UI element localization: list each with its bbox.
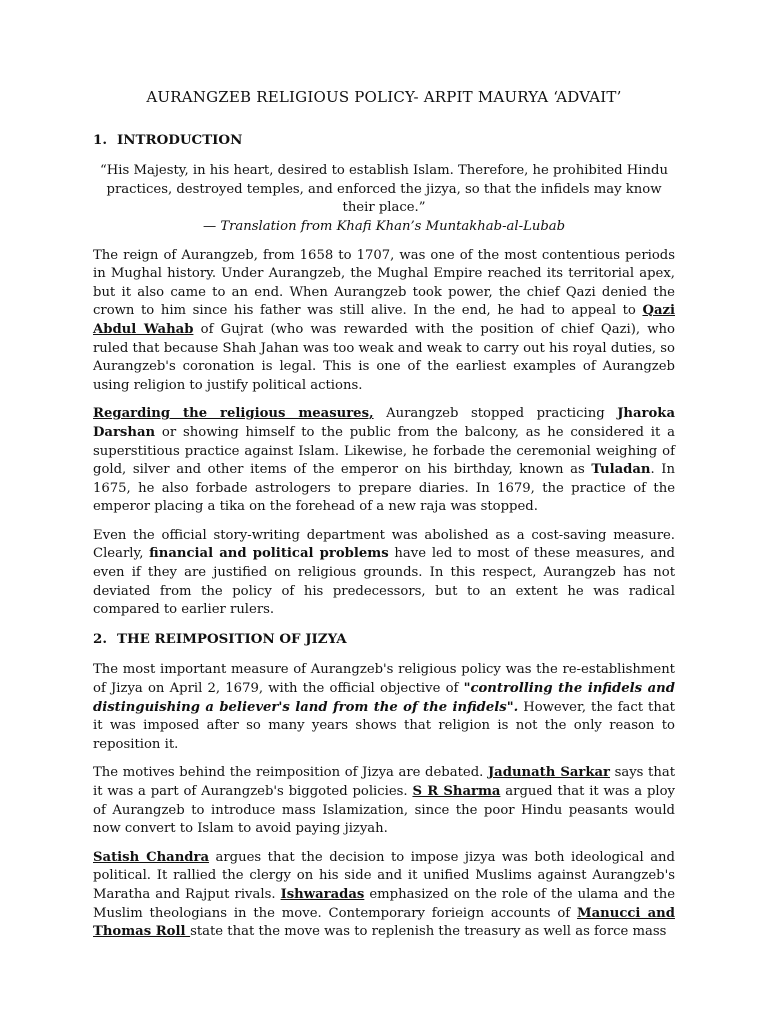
paragraph-story-writing — [93, 527, 675, 620]
emphasis-jadunath-sarkar: Jadunath Sarkar — [487, 765, 610, 781]
text-run: or showing himself to the public from the balcony, as he considered it a superstitious practice against Islam. Likewise, he forbade the ceremonial weighing of gold, silver and other items of the emperor on his birthday, known as — [93, 424, 675, 478]
text-run: The reign of Aurangzeb, from 1658 to 1707, was one of the most contentious periods in Mughal history. Under Aurangzeb, the Mughal Empire reached its territorial apex, but it also came to an end. When Aurangzeb took power, the chief Qazi denied the crown to him since his father was still alive. In the end, he had to appeal to — [93, 247, 675, 319]
section-heading-introduction — [93, 131, 675, 150]
text-run: state that the move was to replenish the treasury as well as force mass — [190, 924, 667, 940]
quote-text: “His Majesty, in his heart, desired to establish Islam. Therefore, he prohibited Hindu practices, destroyed temples, and enforced the jizya, so that the infidels may know their place.” — [100, 163, 668, 216]
emphasis-jizya-objective: "controlling the infidels and distinguishing a believer's land from the of the infidels". — [93, 681, 675, 715]
paragraph-jizya-motives — [93, 764, 675, 838]
text-run: . In 1675, he also forbade astrologers to prepare diaries. In 1679, the practice of the emperor placing a tika on the forehead of a new raja was stopped. — [93, 462, 675, 515]
text-run: have led to most of these measures, and even if they are justified on religious grounds. In this respect, Aurangzeb has not deviated from the policy of his predecessors, but to an extent he was radical compared to earlier rulers. — [93, 546, 676, 618]
text-run: The most important measure of Aurangzeb's religious policy was the re-establishment of Jizya on April 2, 1679, with the official objective of — [93, 662, 675, 697]
emphasis-ishwaradas: Ishwaradas — [280, 886, 365, 902]
emphasis-jharoka-darshan: Jharoka Darshan — [93, 406, 675, 440]
document-title: AURANGZEB RELIGIOUS POLICY- ARPIT MAURYA ‘ADVAIT’ — [146, 88, 622, 106]
paragraph-jizya-measure — [93, 661, 675, 754]
text-run: Even the official story-writing department was abolished as a cost-saving measure. Clearly, — [93, 527, 675, 562]
text-run: argued that it was a ploy of Aurangzeb to introduce mass Islamization, since the poor Hindu peasants would now convert to Islam to avoid paying jizyah. — [93, 784, 675, 837]
section-heading-text: THE REIMPOSITION OF JIZYA — [117, 630, 347, 647]
paragraph-religious-measures — [93, 405, 675, 517]
emphasis-satish-chandra: Satish Chandra — [93, 849, 210, 865]
section-heading-jizya — [93, 630, 675, 649]
emphasis-financial-political: financial and political problems — [149, 546, 389, 562]
paragraph-reign — [93, 247, 675, 396]
emphasis-qazi-abdul-wahab: Qazi Abdul Wahab — [93, 303, 675, 337]
paragraph-satish-chandra — [93, 849, 675, 942]
epigraph-quote — [93, 162, 675, 236]
emphasis-religious-measures: Regarding the religious measures, — [93, 406, 374, 422]
section-number: 2. — [93, 630, 107, 647]
text-run: says that it was a part of Aurangzeb's biggoted policies. — [93, 765, 675, 799]
emphasis-tuladan: Tuladan — [591, 462, 651, 478]
section-number: 1. — [93, 131, 107, 148]
text-run: However, the fact that it was imposed after so many years shows that religion is not the only reason to reposition it. — [93, 699, 675, 752]
text-run: argues that the decision to impose jizya was both ideological and political. It rallied the clergy on his side and it unified Muslims against Aurangzeb's Maratha and Rajput rivals. — [93, 849, 675, 902]
text-run: The motives behind the reimposition of Jizya are debated. — [93, 765, 488, 781]
quote-source: — Translation from Khafi Khan’s Muntakhab-al-Lubab — [202, 218, 566, 234]
text-run: of Gujrat (who was rewarded with the position of chief Qazi), who ruled that because Shah Jahan was too weak and weak to carry out his royal duties, so Aurangzeb's coronation is legal. This is one of the earliest examples of Aurangzeb using religion to justify political actions. — [93, 321, 675, 393]
text-run: emphasized on the role of the ulama and the Muslim theologians in the move. Contemporary forieign accounts of — [93, 886, 675, 921]
section-heading-text: INTRODUCTION — [117, 131, 243, 148]
emphasis-s-r-sharma: S R Sharma — [412, 784, 501, 799]
text-run: Aurangzeb stopped practicing — [373, 406, 618, 422]
emphasis-manucci-thomas-roll: Manucci and Thomas Roll — [93, 905, 675, 940]
